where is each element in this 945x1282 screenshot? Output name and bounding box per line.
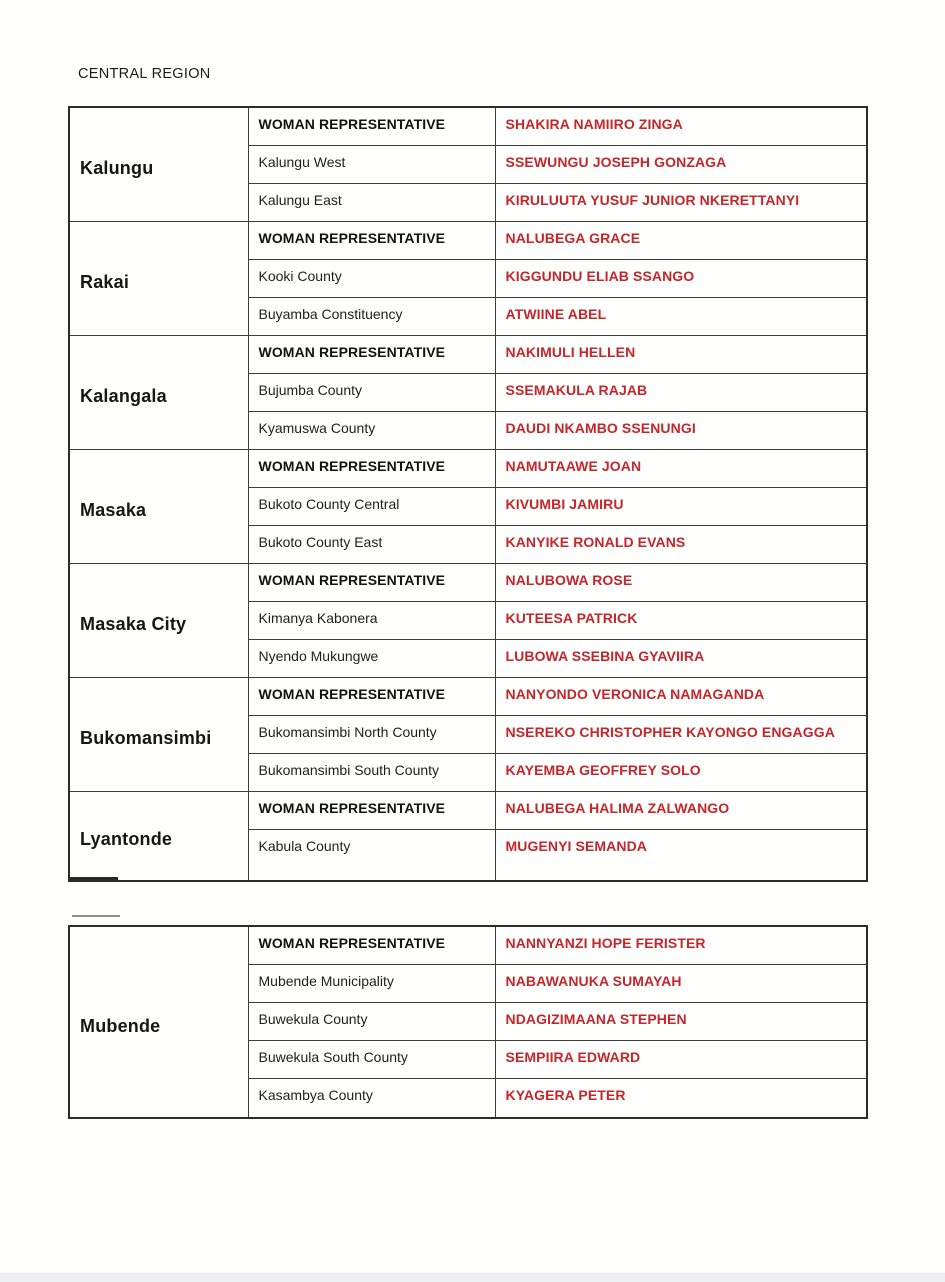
district-cell: Lyantonde [69,791,248,881]
rep-name-cell: DAUDI NKAMBO SSENUNGI [495,411,867,449]
rep-name-cell: KYAGERA PETER [495,1078,867,1118]
office-cell-constituency: Bukoto County Central [248,487,495,525]
office-cell-woman-representative: WOMAN REPRESENTATIVE [248,926,495,964]
mubende-table [68,925,868,1119]
office-cell-constituency: Bujumba County [248,373,495,411]
office-cell-constituency: Nyendo Mukungwe [248,639,495,677]
office-cell-woman-representative: WOMAN REPRESENTATIVE [248,563,495,601]
table-row [69,563,867,601]
table-row [69,791,867,829]
district-cell: Kalangala [69,335,248,449]
rep-name-cell: KAYEMBA GEOFFREY SOLO [495,753,867,791]
table-row [69,449,867,487]
rep-name-cell: KUTEESA PATRICK [495,601,867,639]
rep-name-cell: KIVUMBI JAMIRU [495,487,867,525]
rep-name-cell: SSEMAKULA RAJAB [495,373,867,411]
district-cell: Kalungu [69,107,248,221]
office-cell-woman-representative: WOMAN REPRESENTATIVE [248,221,495,259]
office-cell-constituency: Buwekula County [248,1002,495,1040]
rep-name-cell: NSEREKO CHRISTOPHER KAYONGO ENGAGGA [495,715,867,753]
rep-name-cell: NANNYANZI HOPE FERISTER [495,926,867,964]
office-cell-constituency: Buyamba Constituency [248,297,495,335]
rep-name-cell: NABAWANUKA SUMAYAH [495,964,867,1002]
rep-name-cell: SEMPIIRA EDWARD [495,1040,867,1078]
rep-name-cell: SHAKIRA NAMIIRO ZINGA [495,107,867,145]
district-cell: Masaka [69,449,248,563]
stray-dash-mark [72,915,120,917]
office-cell-constituency: Kooki County [248,259,495,297]
rep-name-cell: KIRULUUTA YUSUF JUNIOR NKERETTANYI [495,183,867,221]
central-districts-table-body [69,107,867,881]
rep-name-cell: MUGENYI SEMANDA [495,829,867,881]
office-cell-constituency: Kalungu West [248,145,495,183]
office-cell-woman-representative: WOMAN REPRESENTATIVE [248,335,495,373]
district-cell: Rakai [69,221,248,335]
office-cell-woman-representative: WOMAN REPRESENTATIVE [248,791,495,829]
rep-name-cell: KANYIKE RONALD EVANS [495,525,867,563]
central-districts-table [68,106,868,882]
office-cell-woman-representative: WOMAN REPRESENTATIVE [248,107,495,145]
office-cell-constituency: Kabula County [248,829,495,881]
stray-underline-mark [68,877,118,881]
office-cell-constituency: Kalungu East [248,183,495,221]
rep-name-cell: NANYONDO VERONICA NAMAGANDA [495,677,867,715]
rep-name-cell: NAMUTAAWE JOAN [495,449,867,487]
rep-name-cell: NALUBOWA ROSE [495,563,867,601]
office-cell-constituency: Bukomansimbi South County [248,753,495,791]
rep-name-cell: SSEWUNGU JOSEPH GONZAGA [495,145,867,183]
table-row [69,677,867,715]
rep-name-cell: ATWIINE ABEL [495,297,867,335]
district-cell: Mubende [69,926,248,1118]
table-row [69,335,867,373]
office-cell-constituency: Kasambya County [248,1078,495,1118]
office-cell-constituency: Kyamuswa County [248,411,495,449]
office-cell-constituency: Mubende Municipality [248,964,495,1002]
page-title: CENTRAL REGION [78,66,211,82]
office-cell-constituency: Kimanya Kabonera [248,601,495,639]
rep-name-cell: NDAGIZIMAANA STEPHEN [495,1002,867,1040]
office-cell-constituency: Buwekula South County [248,1040,495,1078]
district-cell: Bukomansimbi [69,677,248,791]
rep-name-cell: KIGGUNDU ELIAB SSANGO [495,259,867,297]
rep-name-cell: NAKIMULI HELLEN [495,335,867,373]
office-cell-woman-representative: WOMAN REPRESENTATIVE [248,677,495,715]
office-cell-constituency: Bukomansimbi North County [248,715,495,753]
rep-name-cell: NALUBEGA GRACE [495,221,867,259]
table-row [69,107,867,145]
rep-name-cell: LUBOWA SSEBINA GYAVIIRA [495,639,867,677]
office-cell-constituency: Bukoto County East [248,525,495,563]
rep-name-cell: NALUBEGA HALIMA ZALWANGO [495,791,867,829]
table-row [69,926,867,964]
district-cell: Masaka City [69,563,248,677]
page-bottom-edge [0,1272,945,1282]
table-row [69,221,867,259]
office-cell-woman-representative: WOMAN REPRESENTATIVE [248,449,495,487]
mubende-table-body [69,926,867,1118]
